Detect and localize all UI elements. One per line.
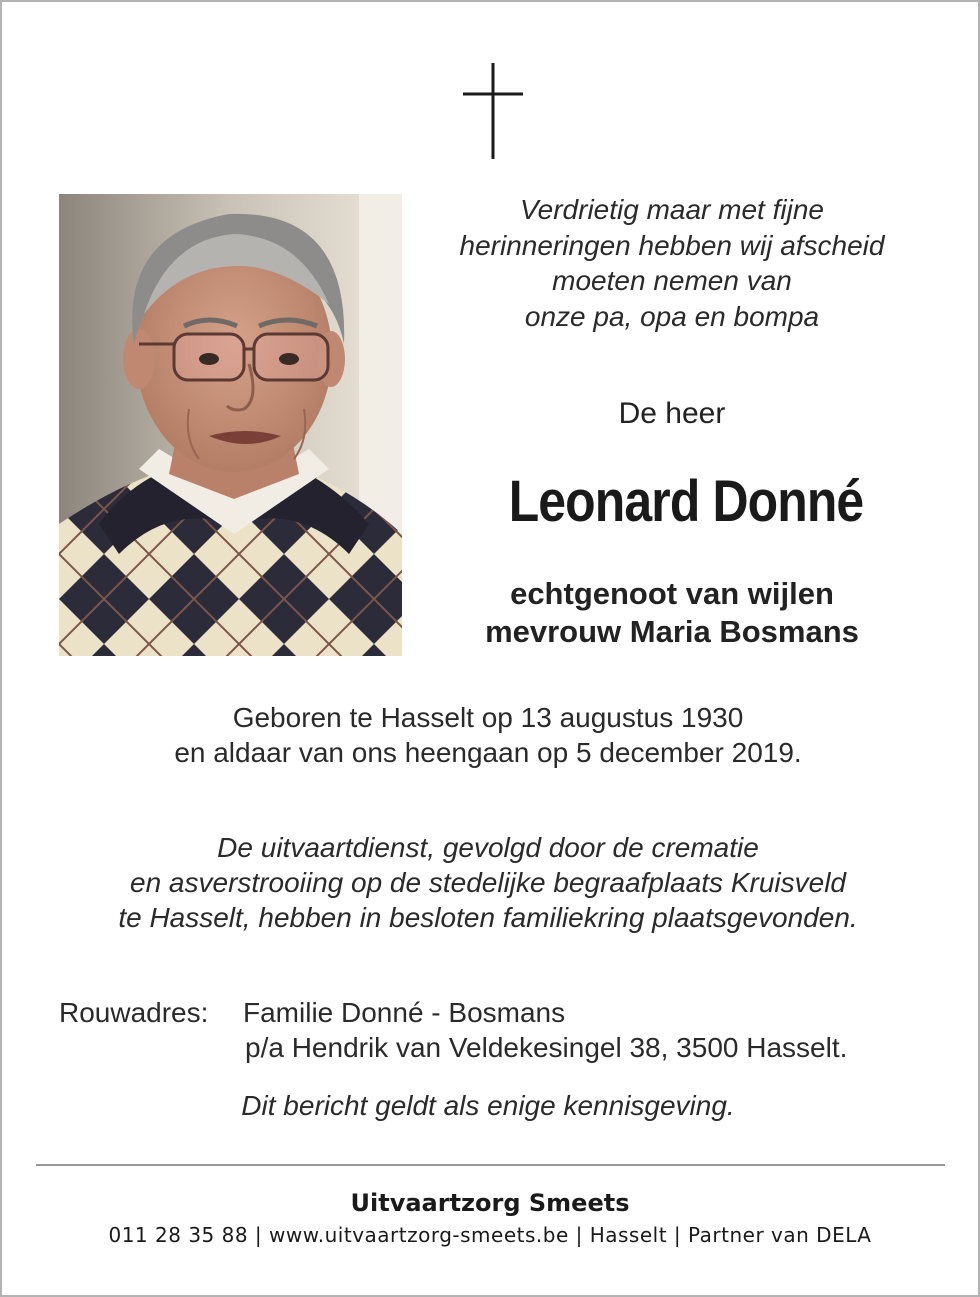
address-line-1 bbox=[59, 995, 939, 1030]
spouse-text bbox=[410, 575, 934, 651]
service-line: De uitvaartdienst, gevolgd door de crematie bbox=[217, 832, 759, 863]
intro-text bbox=[410, 192, 934, 334]
death-line: en aldaar van ons heengaan op 5 december 2019. bbox=[174, 737, 802, 768]
portrait-photo bbox=[59, 194, 402, 656]
intro-line: herinneringen hebben wij afscheid bbox=[459, 229, 885, 261]
spouse-line: mevrouw Maria Bosmans bbox=[485, 614, 859, 649]
service-line: en asverstrooiing op de stedelijke begraafplaats Kruisveld bbox=[130, 867, 846, 898]
funeral-company-info: 011 28 35 88 | www.uitvaartzorg-smeets.be | Hasselt | Partner van DELA bbox=[108, 1223, 872, 1247]
deceased-name: Leonard Donné bbox=[508, 469, 864, 534]
cross-icon bbox=[463, 63, 523, 159]
birth-line: Geboren te Hasselt op 13 augustus 1930 bbox=[232, 702, 744, 733]
address-line-2: p/a Hendrik van Veldekesingel 38, 3500 Hasselt. bbox=[245, 1032, 848, 1063]
notice-text: Dit bericht geldt als enige kennisgeving. bbox=[241, 1090, 735, 1121]
intro-line: moeten nemen van bbox=[552, 265, 792, 296]
address-family: Familie Donné - Bosmans bbox=[243, 997, 566, 1028]
deceased-title: De heer bbox=[618, 397, 726, 430]
spouse-line: echtgenoot van wijlen bbox=[510, 576, 834, 611]
intro-line: onze pa, opa en bompa bbox=[524, 300, 820, 332]
footer-divider bbox=[36, 1164, 945, 1166]
intro-line: Verdrietig maar met fijne bbox=[520, 194, 824, 225]
dates-text bbox=[0, 700, 976, 770]
mourning-address bbox=[59, 995, 939, 1065]
portrait-illustration bbox=[59, 194, 402, 656]
address-label: Rouwadres: bbox=[59, 997, 209, 1028]
funeral-company-name: Uitvaartzorg Smeets bbox=[350, 1189, 630, 1217]
service-text bbox=[0, 830, 976, 935]
service-line: te Hasselt, hebben in besloten familiekring plaatsgevonden. bbox=[118, 902, 858, 933]
